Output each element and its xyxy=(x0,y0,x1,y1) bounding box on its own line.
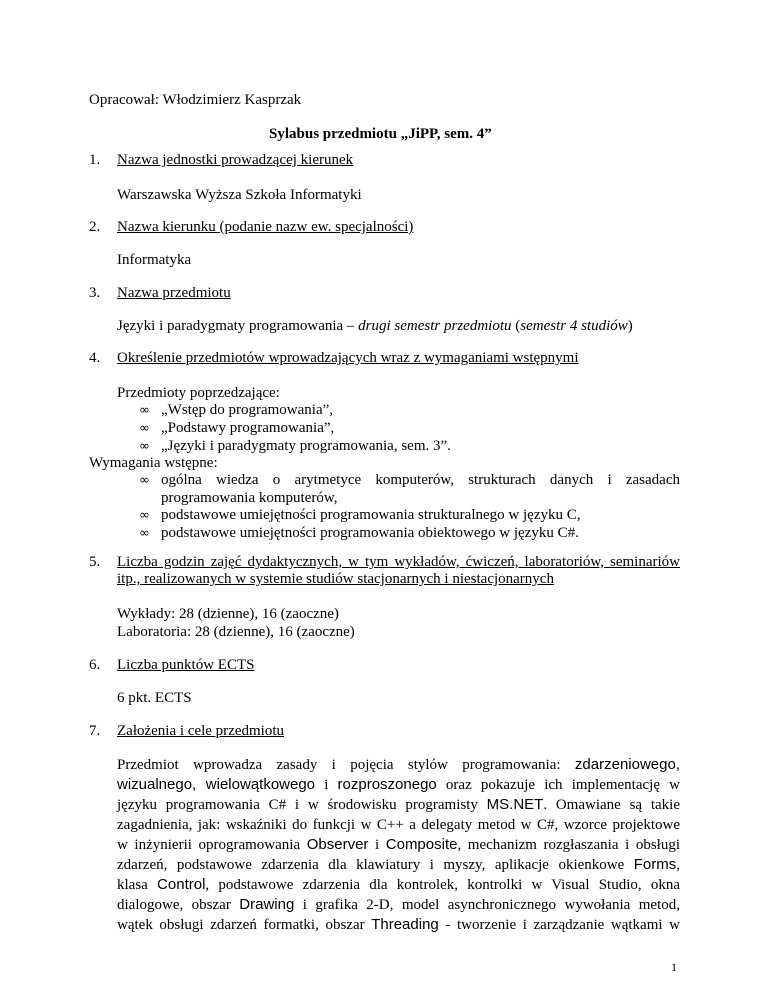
section-5-content: Laboratoria: 28 (dzienne), 16 (zaoczne) xyxy=(117,624,355,640)
paragraph-line: wątek obsługi zdarzeń formatki, obszar Threading - tworzenie i zarządzanie wątkami w xyxy=(117,916,680,933)
section-6-heading: Liczba punktów ECTS xyxy=(117,657,255,673)
paragraph-line: wizualnego, wielowątkowego i rozproszonego oraz pokazuje ich implementację w xyxy=(117,776,680,793)
prereq-item: „Języki i paradygmaty programowania, sem. 3”. xyxy=(161,438,451,454)
section-3-content: Języki i paradygmaty programowania – drugi semestr przedmiotu (semestr 4 studiów) xyxy=(117,318,633,334)
prereq-label: Przedmioty poprzedzające: xyxy=(117,385,280,401)
bullet-icon: ∞ xyxy=(139,439,150,454)
section-5-heading-continuation: itp., realizowanych w systemie studiów stacjonarnych i niestacjonarnych xyxy=(117,571,554,587)
paragraph-line: klasa Control, podstawowe zdarzenia dla kontrolek, kontrolki w Visual Studio, okna xyxy=(117,876,681,893)
page-number: 1 xyxy=(671,960,677,974)
bullet-icon: ∞ xyxy=(139,473,150,488)
req-item-continuation: programowania komputerów, xyxy=(161,490,338,506)
section-5-number: 5. xyxy=(89,554,101,570)
section-6-content: 6 pkt. ECTS xyxy=(117,690,192,706)
section-2-content: Informatyka xyxy=(117,252,192,268)
section-3-heading: Nazwa przedmiotu xyxy=(117,285,231,301)
bullet-icon: ∞ xyxy=(139,508,150,523)
section-2-heading: Nazwa kierunku (podanie nazw ew. specjalności) xyxy=(117,219,414,235)
paragraph-line: Przedmiot wprowadza zasady i pojęcia stylów programowania: zdarzeniowego, xyxy=(117,756,680,773)
section-3-number: 3. xyxy=(89,285,101,301)
paragraph-line: języku programowania C# i w środowisku programisty MS.NET. Omawiane są takie xyxy=(117,796,680,813)
section-4-number: 4. xyxy=(89,350,101,366)
section-7-number: 7. xyxy=(89,723,101,739)
section-1-content: Warszawska Wyższa Szkoła Informatyki xyxy=(117,187,362,203)
section-1-heading: Nazwa jednostki prowadzącej kierunek xyxy=(117,152,354,168)
prereq-item: „Podstawy programowania”, xyxy=(161,420,335,436)
section-7-heading: Założenia i cele przedmiotu xyxy=(117,723,284,739)
req-item: podstawowe umiejętności programowania obiektowego w języku C#. xyxy=(161,525,579,541)
author-line: Opracował: Włodzimierz Kasprzak xyxy=(89,92,302,108)
paragraph-line: zagadnienia, jak: wskaźniki do funkcji w C++ a delegaty metod w C#, wzorce projektowe xyxy=(117,817,680,833)
paragraph-line: zdarzeń, podstawowe zdarzenia dla klawiatury i myszy, aplikacje okienkowe Forms, xyxy=(117,856,680,873)
paragraph-line: dialogowe, obszar Drawing i grafika 2-D, model asynchronicznego wywołania metod, xyxy=(117,896,680,913)
section-1-number: 1. xyxy=(89,152,101,168)
req-item: podstawowe umiejętności programowania strukturalnego w języku C, xyxy=(161,507,581,523)
section-5-content: Wykłady: 28 (dzienne), 16 (zaoczne) xyxy=(117,606,339,622)
section-4-heading: Określenie przedmiotów wprowadzających wraz z wymaganiami wstępnymi xyxy=(117,350,579,366)
document-title: Sylabus przedmiotu „JiPP, sem. 4” xyxy=(269,126,492,142)
section-6-number: 6. xyxy=(89,657,101,673)
req-label: Wymagania wstępne: xyxy=(89,455,218,471)
section-5-heading: Liczba godzin zajęć dydaktycznych, w tym wykładów, ćwiczeń, laboratoriów, seminariów xyxy=(117,554,680,570)
prereq-item: „Wstęp do programowania”, xyxy=(161,402,334,418)
bullet-icon: ∞ xyxy=(139,526,150,541)
req-item: ogólna wiedza o arytmetyce komputerów, strukturach danych i zasadach xyxy=(161,472,680,488)
paragraph-line: w inżynierii oprogramowania Observer i Composite, mechanizm rozgłaszania i obsługi xyxy=(117,836,681,853)
bullet-icon: ∞ xyxy=(139,421,150,436)
bullet-icon: ∞ xyxy=(139,403,150,418)
section-2-number: 2. xyxy=(89,219,101,235)
